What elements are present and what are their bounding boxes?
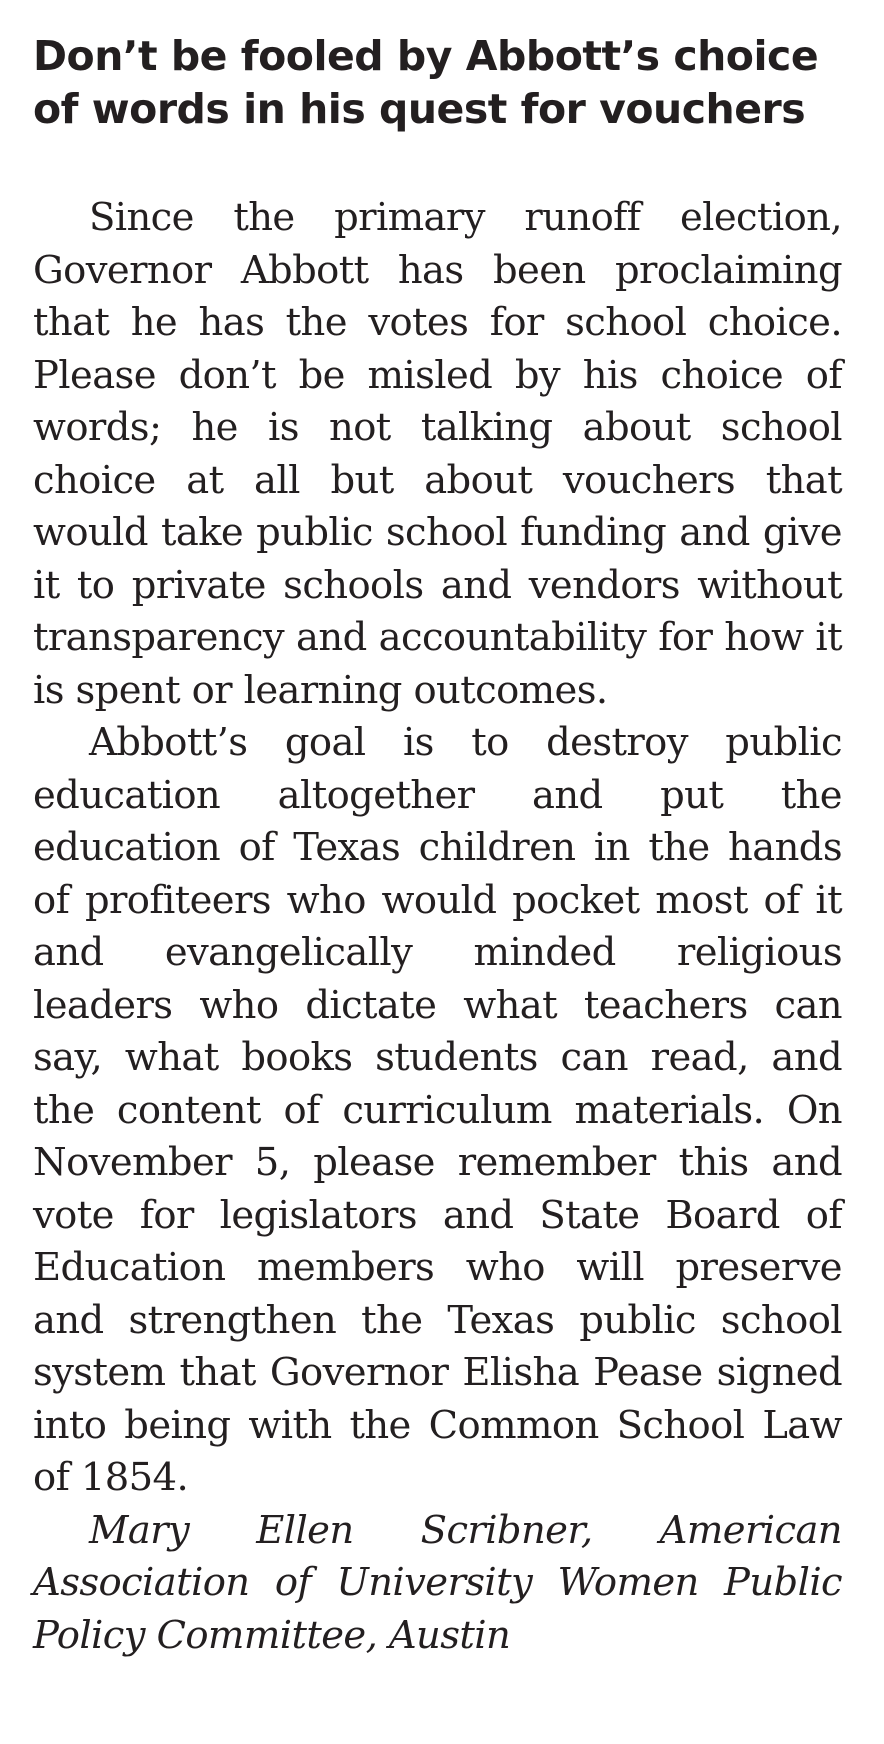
paragraph-2: Abbott’s goal is to destroy public education altogether and put the education of Texas children in the hands of profiteers who would pocket most of it and evangelically minded religious leaders who dictate what teachers can say, what books students can read, and the content of curriculum materials. On November 5, please remember this and vote for legislators and State Board of Education members who will preserve and strengthen the Texas public school system that Governor Elisha Pease signed into being with the Common School Law of 1854.	[33, 720, 842, 1500]
letter-body	[33, 192, 842, 1662]
headline: Don’t be fooled by Abbott’s choice of words in his quest for vouchers	[33, 32, 819, 133]
paragraph-1: Since the primary runoff election, Governor Abbott has been proclaiming that he has the votes for school choice. Please don’t be misled by his choice of words; he is not talking about school choice at all but about vouchers that would take public school funding and give it to private schools and vendors without transparency and accountability for how it is spent or learning outcomes.	[33, 195, 842, 713]
author-signature: Mary Ellen Scribner, American Association of University Women Public Policy Committee, Austin	[33, 1507, 842, 1658]
